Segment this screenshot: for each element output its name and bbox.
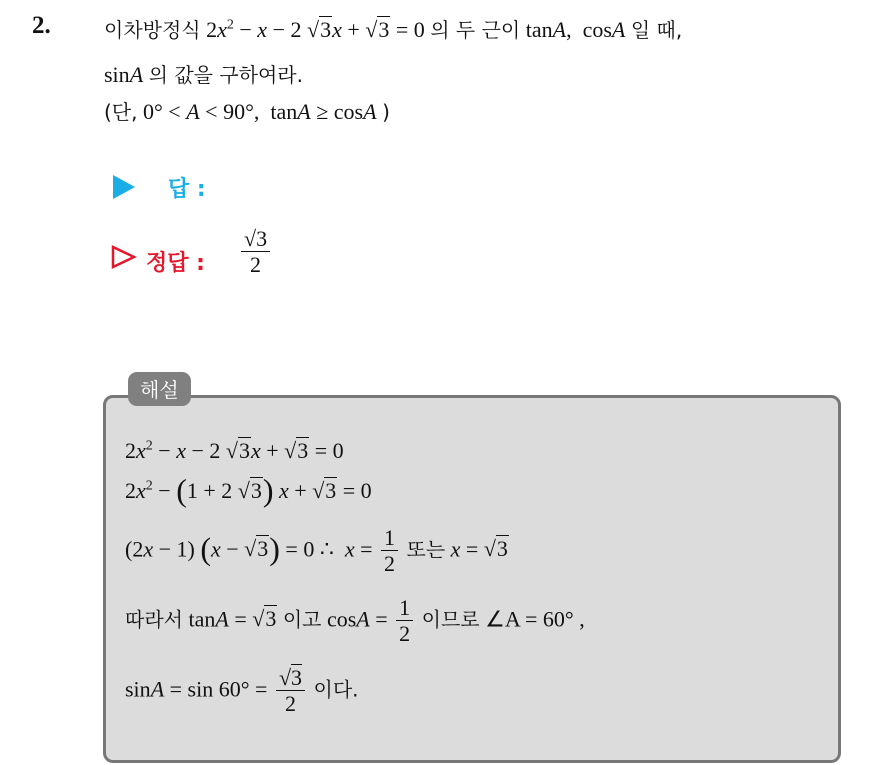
question-number: 2.: [32, 12, 51, 39]
problem-intro-text: 이차방정식: [104, 18, 201, 42]
problem-find-text: 의 값을 구하여라.: [148, 63, 303, 87]
problem-line-1: [104, 14, 682, 43]
explanation-tab-label: 해설: [128, 372, 191, 406]
correct-answer-label: 정답 :: [146, 251, 205, 276]
problem-equation: $2x^2 - x - 2$ √3x + √3 = 0: [206, 17, 425, 42]
explanation-step-5: sinA = sin 60° = $\frac{√3}{2}$ 이다.: [125, 665, 359, 717]
answer-label: 답 :: [168, 177, 206, 202]
explanation-step-4: 따라서 tanA = √3 이고 cosA = $\frac{1}{2}$ 이므로 ∠A = 60° ,: [125, 595, 585, 647]
problem-line-2: sinA 의 값을 구하여라.: [104, 62, 303, 87]
problem-when-text: 일 때,: [630, 18, 683, 42]
correct-answer-arrow-icon: [111, 245, 137, 269]
answer-arrow-icon: [113, 175, 135, 199]
correct-answer-value: $\frac{√3}{2}$: [238, 226, 273, 279]
explanation-step-2: $2x^2 - (1 + 2$ √3) x + √3 = 0: [125, 472, 372, 508]
problem-roots: tanA, cosA: [525, 17, 626, 42]
explanation-step-1: $2x^2 - x - 2$ √3x + √3 = 0: [125, 438, 344, 463]
explanation-step-3: (2x − 1) (x − √3) = 0 ∴ x = $\frac{1}{2}$ 또는 x = √3: [125, 525, 508, 577]
problem-condition: (단, 0° < A < 90°, tanA ≥ cosA ): [104, 99, 390, 124]
problem-roots-text: 의 두 근이: [430, 18, 521, 42]
